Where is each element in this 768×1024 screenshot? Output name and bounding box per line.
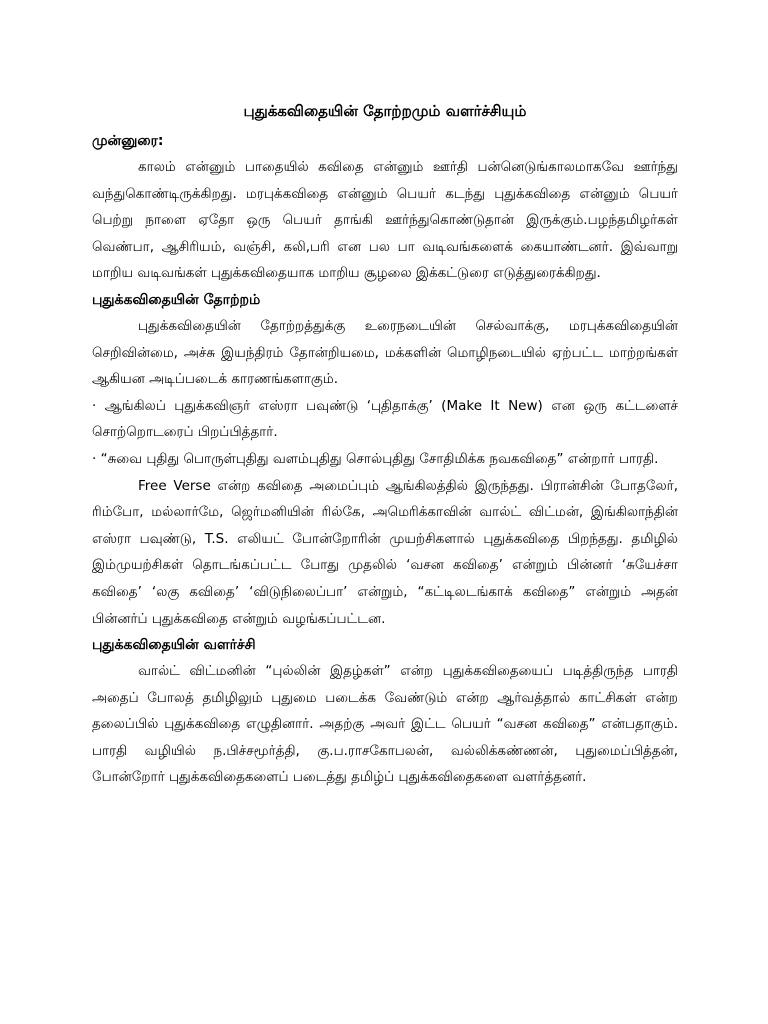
document-page: [92, 98, 678, 791]
paragraph: புதுக்கவிதையின் தோற்றத்துக்கு உரைநடையின் செல்வாக்கு, மரபுக்கவிதையின் செறிவின்மை, அச்சு இயந்திரம் தோன்றியமை, மக்களின் மொழிநடையில் ஏற்பட்ட மாற்றங்கள் ஆகியன அடிப்படைக் காரணங்களாகும்.: [92, 317, 678, 388]
section-growth: [92, 632, 678, 791]
section-origin: [92, 287, 678, 632]
section-heading-introduction: முன்னுரை:: [92, 133, 164, 149]
paragraph: Free Verse என்ற கவிதை அமைப்பும் ஆங்கிலத்தில் இருந்தது. பிரான்சின் போதலேர், ரிம்போ, மல்லார்மே, ஜெர்மனியின் ரில்கே, அமெரிக்காவின் வால்ட் விட்மன், இங்கிலாந்தின் எஸ்ரா பவுண்டு, T.S. எலியட் போன்றோரின் முயற்சிகளால் புதுக்கவிதை பிறந்தது. தமிழில் இம்முயற்சிகள் தொடங்கப்பட்ட போது முதலில் ‘வசன கவிதை’ என்றும் பின்னர் ‘சுயேச்சா கவிதை’ ‘லகு கவிதை’ ‘விடுநிலைப்பா’ என்றும், “கட்டிலடங்காக் கவிதை” என்றும் அதன் பின்னர்ப் புதுக்கவிதை என்றும் வழங்கப்பட்டன.: [92, 477, 678, 627]
bullet-item: · ஆங்கிலப் புதுக்கவிஞர் எஸ்ரா பவுண்டு ‘புதிதாக்கு’ (Make It New) என ஒரு கட்டளைச் சொற்றொடரைப் பிறப்பித்தார்.: [92, 397, 678, 441]
section-heading-origin: புதுக்கவிதையின் தோற்றம்: [92, 291, 261, 308]
paragraph: காலம் என்னும் பாதையில் கவிதை என்னும் ஊர்தி பன்னெடுங்காலமாகவே ஊர்ந்து வந்துகொண்டிருக்கிறது. மரபுக்கவிதை என்னும் பெயர் கடந்து புதுக்கவிதை என்னும் பெயர் பெற்று நாளை ஏதோ ஒரு பெயர் தாங்கி ஊர்ந்துகொண்டுதான் இருக்கும்.பழந்தமிழர்கள் வெண்பா, ஆசிரியம், வஞ்சி, கலி,பரி என பல பா வடிவங்களைக் கையாண்டனர். இவ்வாறு மாறிய வடிவங்கள் புதுக்கவிதையாக மாறிய சூழலை இக்கட்டுரை எடுத்துரைக்கிறது.: [92, 159, 678, 282]
section-introduction: [92, 128, 678, 287]
document-title: புதுக்கவிதையின் தோற்றமும் வளர்ச்சியும்: [243, 102, 527, 120]
paragraph: வால்ட் விட்மனின் “புல்லின் இதழ்கள்” என்ற புதுக்கவிதையைப் படித்திருந்த பாரதி அதைப் போலத் தமிழிலும் புதுமை படைக்க வேண்டும் என்ற ஆர்வத்தால் காட்சிகள் என்ற தலைப்பில் புதுக்கவிதை எழுதினார். அதற்கு அவர் இட்ட பெயர் “வசன கவிதை” என்பதாகும். பாரதி வழியில் ந.பிச்சமூர்த்தி, கு.ப.ராசகோபலன், வல்லிக்கண்ணன், புதுமைப்பித்தன், போன்றோர் புதுக்கவிதைகளைப் படைத்து தமிழ்ப் புதுக்கவிதைகளை வளர்த்தனர்.: [92, 663, 678, 786]
bullet-item: · “சுவை புதிது பொருள்புதிது வளம்புதிது சொல்புதிது சோதிமிக்க நவகவிதை” என்றார் பாரதி.: [92, 450, 659, 467]
section-heading-growth: புதுக்கவிதையின் வளர்ச்சி: [92, 637, 256, 654]
